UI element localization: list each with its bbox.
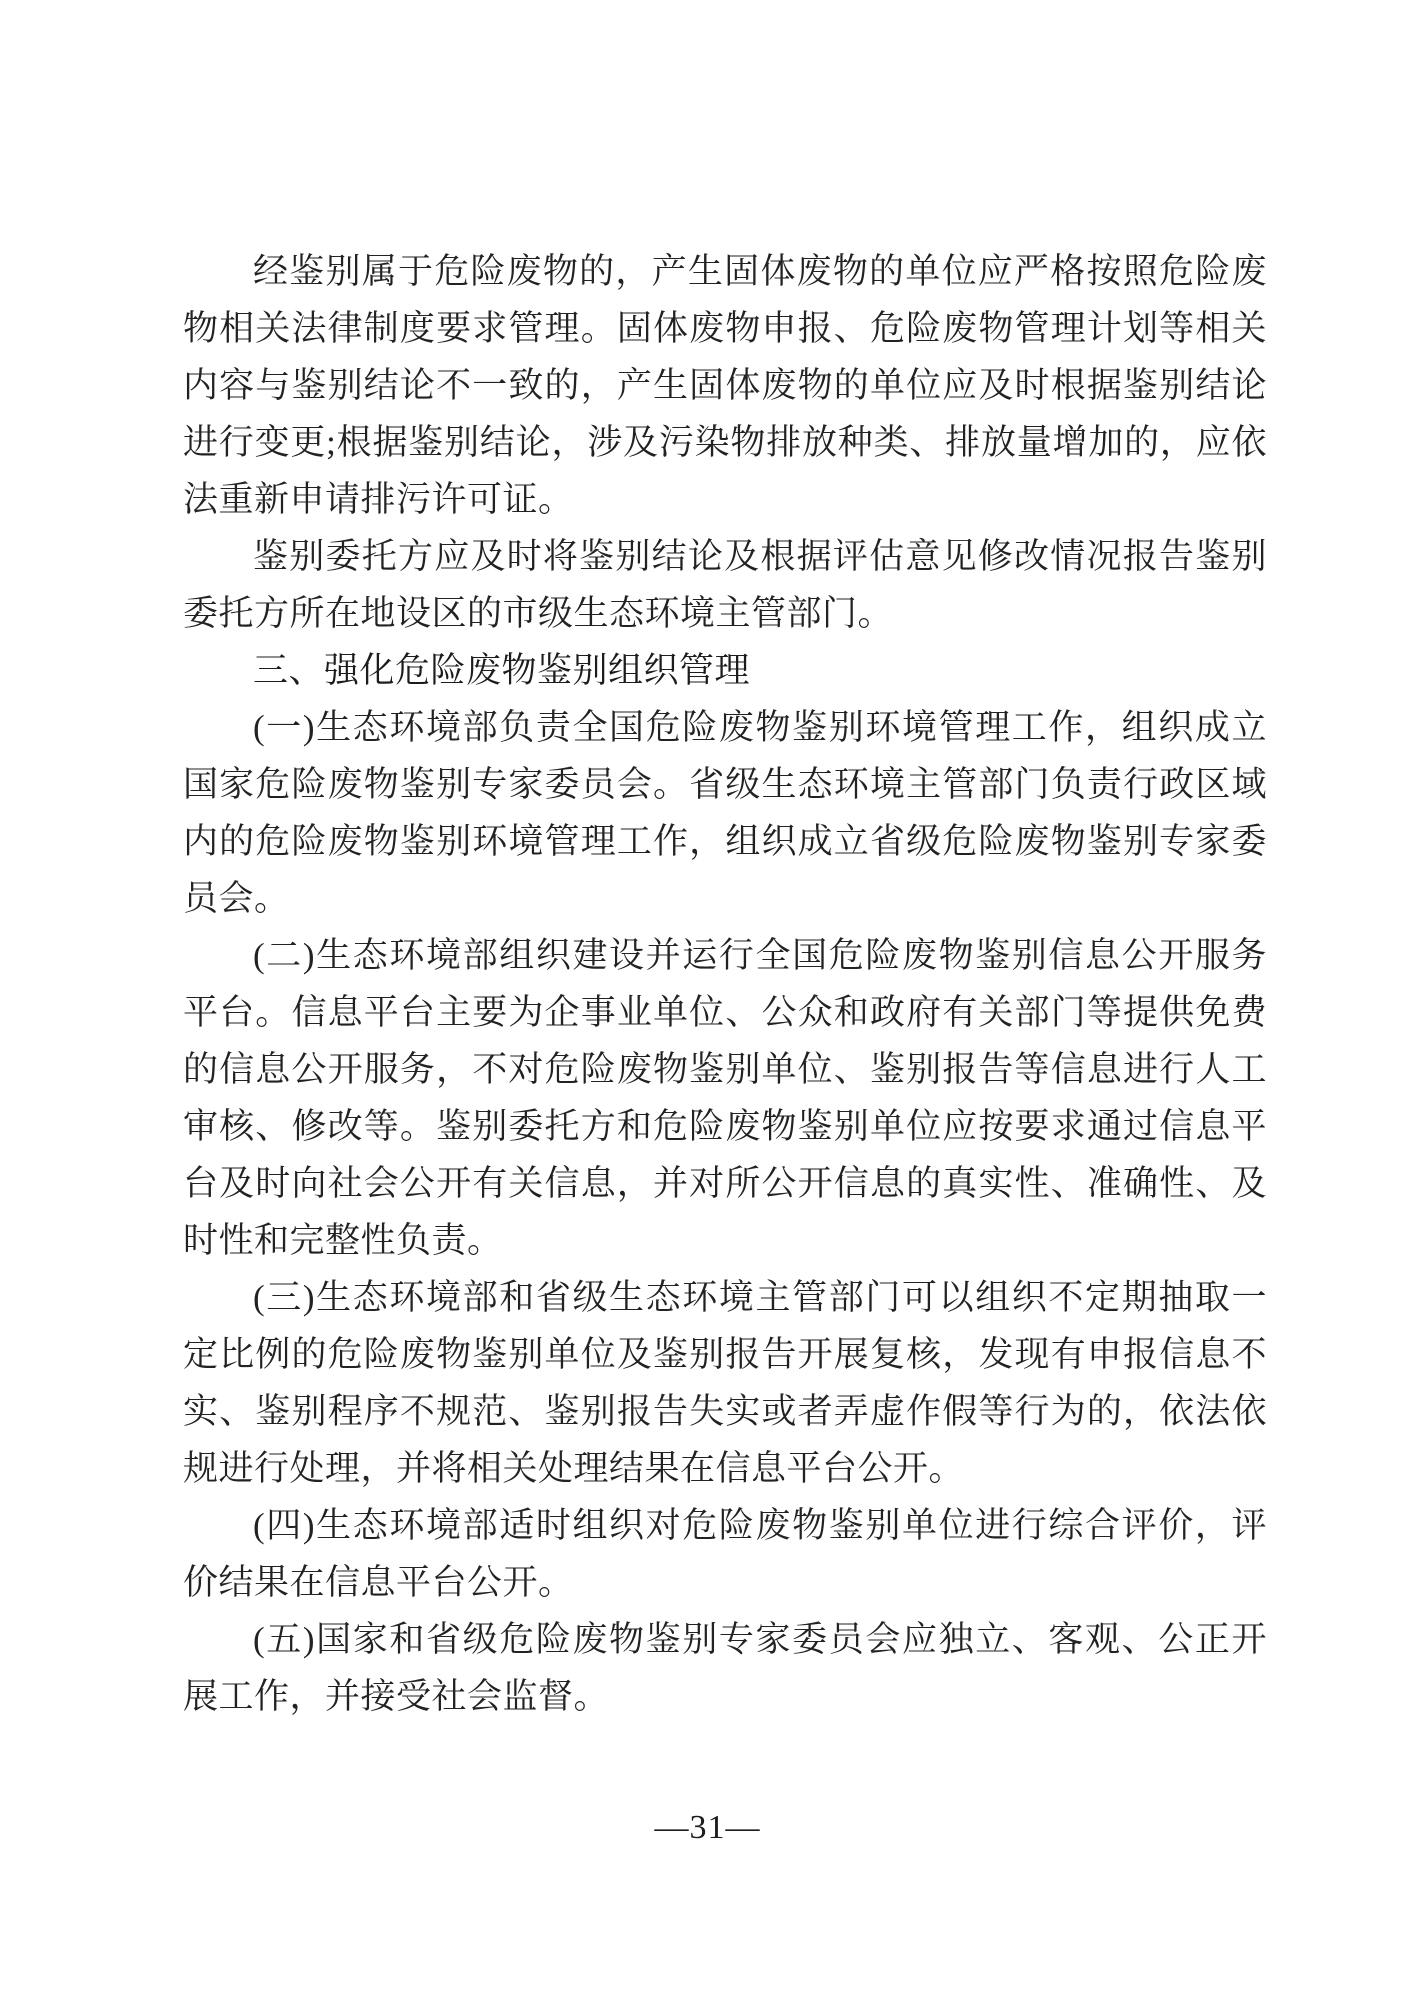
paragraph: 鉴别委托方应及时将鉴别结论及根据评估意见修改情况报告鉴别委托方所在地设区的市级生态环境主管部门。 (183, 537, 1267, 633)
paragraph: (五)国家和省级危险废物鉴别专家委员会应独立、客观、公正开展工作，并接受社会监督。 (183, 1620, 1267, 1716)
document-text (183, 243, 1267, 1725)
paragraph: (三)生态环境部和省级生态环境主管部门可以组织不定期抽取一定比例的危险废物鉴别单位及鉴别报告开展复核，发现有申报信息不实、鉴别程序不规范、鉴别报告失实或者弄虚作假等行为的，依法依规进行处理，并将相关处理结果在信息平台公开。 (183, 1278, 1267, 1488)
page-number: —31— (654, 1809, 761, 1846)
paragraph: 经鉴别属于危险废物的，产生固体废物的单位应严格按照危险废物相关法律制度要求管理。固体废物申报、危险废物管理计划等相关内容与鉴别结论不一致的，产生固体废物的单位应及时根据鉴别结论进行变更;根据鉴别结论，涉及污染物排放种类、排放量增加的，应依法重新申请排污许可证。 (183, 252, 1267, 519)
paragraph: (一)生态环境部负责全国危险废物鉴别环境管理工作，组织成立国家危险废物鉴别专家委员会。省级生态环境主管部门负责行政区域内的危险废物鉴别环境管理工作，组织成立省级危险废物鉴别专家委员会。 (183, 708, 1267, 918)
paragraph: (四)生态环境部适时组织对危险废物鉴别单位进行综合评价，评价结果在信息平台公开。 (183, 1506, 1267, 1602)
paragraph: (二)生态环境部组织建设并运行全国危险废物鉴别信息公开服务平台。信息平台主要为企事业单位、公众和政府有关部门等提供免费的信息公开服务，不对危险废物鉴别单位、鉴别报告等信息进行人工审核、修改等。鉴别委托方和危险废物鉴别单位应按要求通过信息平台及时向社会公开有关信息，并对所公开信息的真实性、准确性、及时性和完整性负责。 (183, 936, 1267, 1260)
section-heading: 三、强化危险废物鉴别组织管理 (253, 651, 751, 690)
